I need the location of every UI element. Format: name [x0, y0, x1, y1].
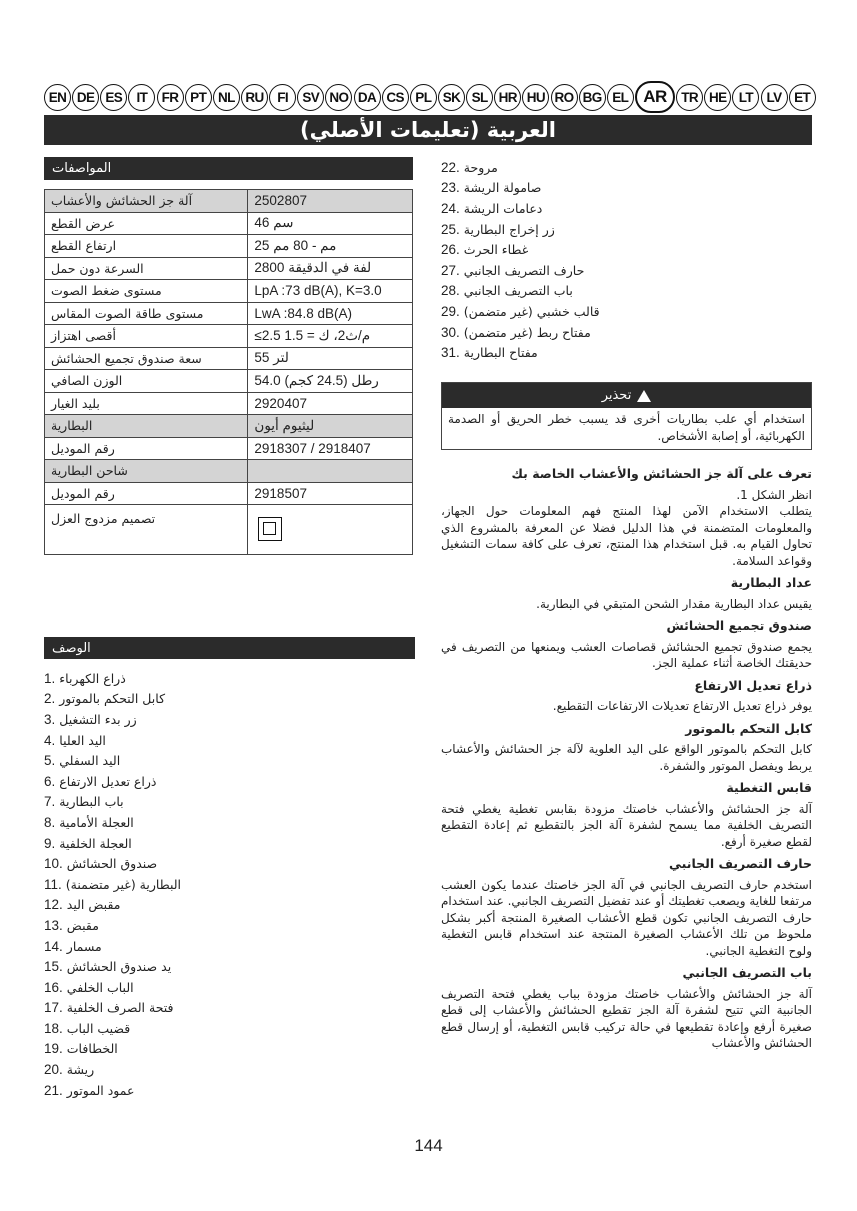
- item-number: 13.: [44, 917, 63, 933]
- language-chip-el: EL: [607, 84, 634, 111]
- spec-label: سعة صندوق تجميع الحشائش: [45, 347, 248, 370]
- item-number: 25.: [441, 221, 460, 237]
- spec-label: أقصى اهتزاز: [45, 325, 248, 348]
- list-item: [44, 668, 181, 689]
- section-heading: عداد البطارية: [730, 575, 812, 590]
- spec-value: [248, 460, 413, 483]
- list-item: [441, 178, 600, 199]
- spec-row: [45, 370, 413, 393]
- language-chip-pl: PL: [410, 84, 437, 111]
- section-text: يجمع صندوق تجميع الحشائش قصاصات العشب ويمنعها من التصريف في حديقتك الخاصة أثناء عملية الجز.: [441, 639, 812, 670]
- section-text: انظر الشكل 1. يتطلب الاستخدام الآمن لهذا المنتج فهم المعلومات حول الجهاز، والمعلومات المتضمنة في هذا الدليل فضلا عن المعرفة بالمشروع الذي تحاول القيام به. قبل استخدام هذا المنتج، تعرف على كافة سمات التشغيل وقواعد السلامة.: [441, 487, 812, 568]
- section-text: آلة جز الحشائش والأعشاب خاصتك مزودة بباب يغطي فتحة التصريف الجانبية التي تتيح لشفرة آلة الجز تقطيع الحشائش والأعشاب إلى قطع صغيرة أرفع وإعادة تقطيعها في حالة تركيب قابس التغطية، أو إرسال قطع الحشائش والأعشاب: [441, 986, 812, 1050]
- language-chip-en: EN: [44, 84, 71, 111]
- item-label: يد صندوق الحشائش: [66, 959, 172, 975]
- list-item: [44, 915, 181, 936]
- language-chip-it: IT: [128, 84, 155, 111]
- language-chip-de: DE: [72, 84, 99, 111]
- list-item: [441, 301, 600, 322]
- spec-label: مستوى طاقة الصوت المقاس: [45, 302, 248, 325]
- description-heading: الوصف: [44, 637, 415, 659]
- section-text: استخدم حارف التصريف الجانبي في آلة الجز خاصتك عندما يكون العشب مرتفعا للغاية ويصعب تغطيتك أو عند تفضيل التصريف الجانبي. عند استخدام حارف التصريف الجانبي تكون قطع الأعشاب الصغيرة المنتجة أكبر بشكل ملحوظ من تلك الأعشاب الصغيرة المنتجة عند استخدام قابس التغطية ولوح التغطية الجانبي.: [441, 877, 812, 958]
- double-insulation-icon: [258, 517, 282, 541]
- spec-label: الوزن الصافي: [45, 370, 248, 393]
- list-item: [44, 750, 181, 771]
- list-item: [44, 1059, 181, 1080]
- list-item: [44, 771, 181, 792]
- item-number: 5.: [44, 753, 56, 769]
- spec-row: [45, 190, 413, 213]
- section-heading: تعرف على آلة جز الحشائش والأعشاب الخاصة بك: [511, 466, 812, 481]
- item-label: مفتاح البطارية: [463, 345, 538, 361]
- spec-value: 2918507: [248, 482, 413, 505]
- list-item: [44, 730, 181, 751]
- item-label: ذراع تعديل الارتفاع: [59, 773, 157, 789]
- list-item: [44, 709, 181, 730]
- language-chip-fr: FR: [157, 84, 184, 111]
- spec-value: 2920407: [248, 392, 413, 415]
- item-label: مسمار: [66, 938, 102, 954]
- item-label: باب البطارية: [59, 794, 124, 810]
- language-chip-tr: TR: [676, 84, 703, 111]
- language-chip-sl: SL: [466, 84, 493, 111]
- item-number: 16.: [44, 979, 63, 995]
- list-item: [44, 998, 181, 1019]
- list-item: [44, 874, 181, 895]
- list-item: [44, 853, 181, 874]
- section-heading: ذراع تعديل الارتفاع: [694, 677, 812, 693]
- item-number: 11.: [44, 876, 62, 892]
- language-chip-lt: LT: [732, 84, 759, 111]
- spec-row: [45, 437, 413, 460]
- language-chip-fi: FI: [269, 84, 296, 111]
- spec-value: 2800 لفة في الدقيقة: [248, 257, 413, 280]
- spec-value: 25 مم - 80 مم: [248, 235, 413, 258]
- language-chip-sv: SV: [297, 84, 324, 111]
- item-label: ذراع الكهرباء: [59, 670, 126, 686]
- list-item: [441, 239, 600, 260]
- section-text: كابل التحكم بالموتور الواقع على اليد العلوية لآلة جز الحشائش والأعشاب يربط ويفصل الموتور والشفرة.: [441, 742, 812, 773]
- item-number: 29.: [441, 303, 460, 319]
- specifications-table: [44, 189, 413, 555]
- spec-row: [45, 280, 413, 303]
- warning-title: تحذير: [601, 388, 632, 403]
- item-label: العجلة الخلفية: [59, 835, 132, 851]
- list-item: [441, 322, 600, 343]
- section-heading: قابس التغطية: [726, 780, 812, 795]
- spec-value: 55 لتر: [248, 347, 413, 370]
- item-number: 31.: [441, 345, 460, 361]
- item-label: صندوق الحشائش: [66, 856, 158, 872]
- spec-label: بليد الغيار: [45, 392, 248, 415]
- item-number: 1.: [44, 670, 56, 686]
- list-item: [44, 956, 181, 977]
- spec-value: [248, 505, 413, 555]
- item-label: مقبض اليد: [66, 897, 121, 913]
- spec-row: [45, 415, 413, 438]
- language-chip-sk: SK: [438, 84, 465, 111]
- section-heading: صندوق تجميع الحشائش: [666, 618, 812, 633]
- item-label: حارف التصريف الجانبي: [463, 262, 585, 278]
- language-chip-da: DA: [354, 84, 381, 111]
- feature-sections: [441, 466, 812, 1052]
- section-heading: حارف التصريف الجانبي: [669, 856, 812, 871]
- item-label: صامولة الريشة: [463, 180, 542, 196]
- spec-value: 2502807: [248, 190, 413, 213]
- list-item: [44, 689, 181, 710]
- spec-row: [45, 347, 413, 370]
- item-number: 27.: [441, 262, 460, 278]
- item-label: فتحة الصرف الخلفية: [66, 1000, 174, 1016]
- language-chip-es: ES: [100, 84, 127, 111]
- language-chip-cs: CS: [382, 84, 409, 111]
- list-item: [44, 1018, 181, 1039]
- spec-row: [45, 302, 413, 325]
- list-item: [44, 895, 181, 916]
- spec-label: مستوى ضغط الصوت: [45, 280, 248, 303]
- item-number: 10.: [44, 856, 63, 872]
- language-chip-no: NO: [325, 84, 352, 111]
- list-item: [44, 1039, 181, 1060]
- spec-row: [45, 212, 413, 235]
- item-number: 14.: [44, 938, 63, 954]
- warning-box: [441, 382, 812, 450]
- section-heading: كابل التحكم بالموتور: [685, 720, 812, 736]
- section-text: يوفر ذراع تعديل الارتفاع تعديلات الارتفاعات التقطيع.: [552, 699, 812, 713]
- list-item: [441, 342, 600, 363]
- item-label: ريشة: [66, 1062, 95, 1078]
- list-item: [441, 198, 600, 219]
- item-label: العجلة الأمامية: [59, 814, 134, 830]
- spec-label: رقم الموديل: [45, 437, 248, 460]
- language-chip-ar: AR: [635, 81, 675, 113]
- item-label: الخطافات: [66, 1041, 118, 1057]
- item-number: 30.: [441, 324, 460, 340]
- spec-row: [45, 482, 413, 505]
- spec-label: السرعة دون حمل: [45, 257, 248, 280]
- item-number: 20.: [44, 1062, 63, 1078]
- item-number: 8.: [44, 814, 56, 830]
- list-item: [441, 219, 600, 240]
- spec-value: 2918307 / 2918407: [248, 437, 413, 460]
- spec-value: LpA :73 dB(A), K=3.0: [248, 280, 413, 303]
- item-number: 2.: [44, 691, 56, 707]
- spec-label: شاحن البطارية: [45, 460, 248, 483]
- list-item: [44, 792, 181, 813]
- list-item: [441, 260, 600, 281]
- item-label: عمود الموتور: [66, 1082, 135, 1098]
- page-number: 144: [414, 1136, 443, 1155]
- page-title: العربية (تعليمات الأصلي): [44, 115, 812, 145]
- spec-value: 46 سم: [248, 212, 413, 235]
- warning-triangle-icon: [637, 390, 651, 402]
- item-number: 6.: [44, 773, 56, 789]
- language-chip-he: HE: [704, 84, 731, 111]
- item-label: قالب خشبي (غير متضمن): [463, 303, 600, 319]
- spec-label: ارتفاع القطع: [45, 235, 248, 258]
- item-number: 18.: [44, 1020, 63, 1036]
- spec-label: عرض القطع: [45, 212, 248, 235]
- spec-value: 54.0 رطل (24.5 كجم): [248, 370, 413, 393]
- item-number: 19.: [44, 1041, 63, 1057]
- item-label: كابل التحكم بالموتور: [59, 691, 166, 707]
- item-number: 9.: [44, 835, 56, 851]
- item-number: 26.: [441, 242, 460, 258]
- item-number: 28.: [441, 283, 460, 299]
- item-label: البطارية (غير متضمنة): [65, 876, 182, 892]
- language-selector: [44, 82, 816, 112]
- item-label: دعامات الريشة: [463, 200, 543, 216]
- item-number: 24.: [441, 200, 460, 216]
- description-list-right: [441, 157, 600, 363]
- spec-row: [45, 257, 413, 280]
- list-item: [441, 281, 600, 302]
- item-number: 22.: [441, 159, 460, 175]
- item-number: 12.: [44, 897, 63, 913]
- item-label: قضيب الباب: [66, 1020, 131, 1036]
- item-label: باب التصريف الجانبي: [463, 283, 573, 299]
- item-label: مفتاح ربط (غير متضمن): [463, 324, 591, 340]
- item-number: 3.: [44, 711, 56, 727]
- list-item: [44, 812, 181, 833]
- item-number: 23.: [441, 180, 460, 196]
- spec-label: آلة جز الحشائش والأعشاب: [45, 190, 248, 213]
- spec-label: رقم الموديل: [45, 482, 248, 505]
- item-label: مقبض: [66, 917, 99, 933]
- item-number: 21.: [44, 1082, 63, 1098]
- language-chip-nl: NL: [213, 84, 240, 111]
- item-label: مروحة: [463, 159, 498, 175]
- language-chip-lv: LV: [761, 84, 788, 111]
- spec-value: ليثيوم أيون: [248, 415, 413, 438]
- spec-row: [45, 235, 413, 258]
- section-text: آلة جز الحشائش والأعشاب خاصتك مزودة بقابس تغطية يغطي فتحة التصريف الخلفية مما يسمح لشفرة آلة الجز بالتقطيع ثم إعادة التقطيع لقطع صغيرة أرفع.: [441, 801, 812, 849]
- spec-row: [45, 392, 413, 415]
- list-item: [44, 1080, 181, 1101]
- item-label: زر بدء التشغيل: [59, 711, 137, 727]
- section-heading: باب التصريف الجانبي: [682, 965, 812, 980]
- specifications-heading: المواصفات: [44, 157, 413, 180]
- description-list-left: [44, 668, 181, 1100]
- item-number: 17.: [44, 1000, 63, 1016]
- language-chip-ro: RO: [551, 84, 578, 111]
- spec-value: ≤2.5 م/ث2، ك = 1.5: [248, 325, 413, 348]
- language-chip-pt: PT: [185, 84, 212, 111]
- item-number: 4.: [44, 732, 56, 748]
- item-label: اليد السفلي: [59, 753, 121, 769]
- spec-label: البطارية: [45, 415, 248, 438]
- list-item: [44, 936, 181, 957]
- language-chip-hu: HU: [522, 84, 549, 111]
- language-chip-ru: RU: [241, 84, 268, 111]
- item-number: 15.: [44, 959, 63, 975]
- warning-text: استخدام أي علب بطاريات أخرى قد يسبب خطر الحريق أو الصدمة الكهربائية، أو إصابة الأشخاص.: [448, 412, 805, 443]
- language-chip-hr: HR: [494, 84, 521, 111]
- item-number: 7.: [44, 794, 56, 810]
- spec-row: [45, 460, 413, 483]
- spec-value: LwA :84.8 dB(A): [248, 302, 413, 325]
- spec-row: [45, 505, 413, 555]
- list-item: [44, 833, 181, 854]
- item-label: اليد العليا: [59, 732, 106, 748]
- list-item: [44, 977, 181, 998]
- list-item: [441, 157, 600, 178]
- section-text: يقيس عداد البطارية مقدار الشحن المتبقي في البطارية.: [536, 596, 812, 611]
- spec-label: تصميم مزدوج العزل: [45, 505, 248, 555]
- spec-row: [45, 325, 413, 348]
- language-chip-et: ET: [789, 84, 816, 111]
- item-label: الباب الخلفي: [66, 979, 134, 995]
- language-chip-bg: BG: [579, 84, 606, 111]
- warning-header: [442, 383, 811, 408]
- item-label: غطاء الحرث: [463, 242, 529, 258]
- item-label: زر إخراج البطارية: [463, 221, 555, 237]
